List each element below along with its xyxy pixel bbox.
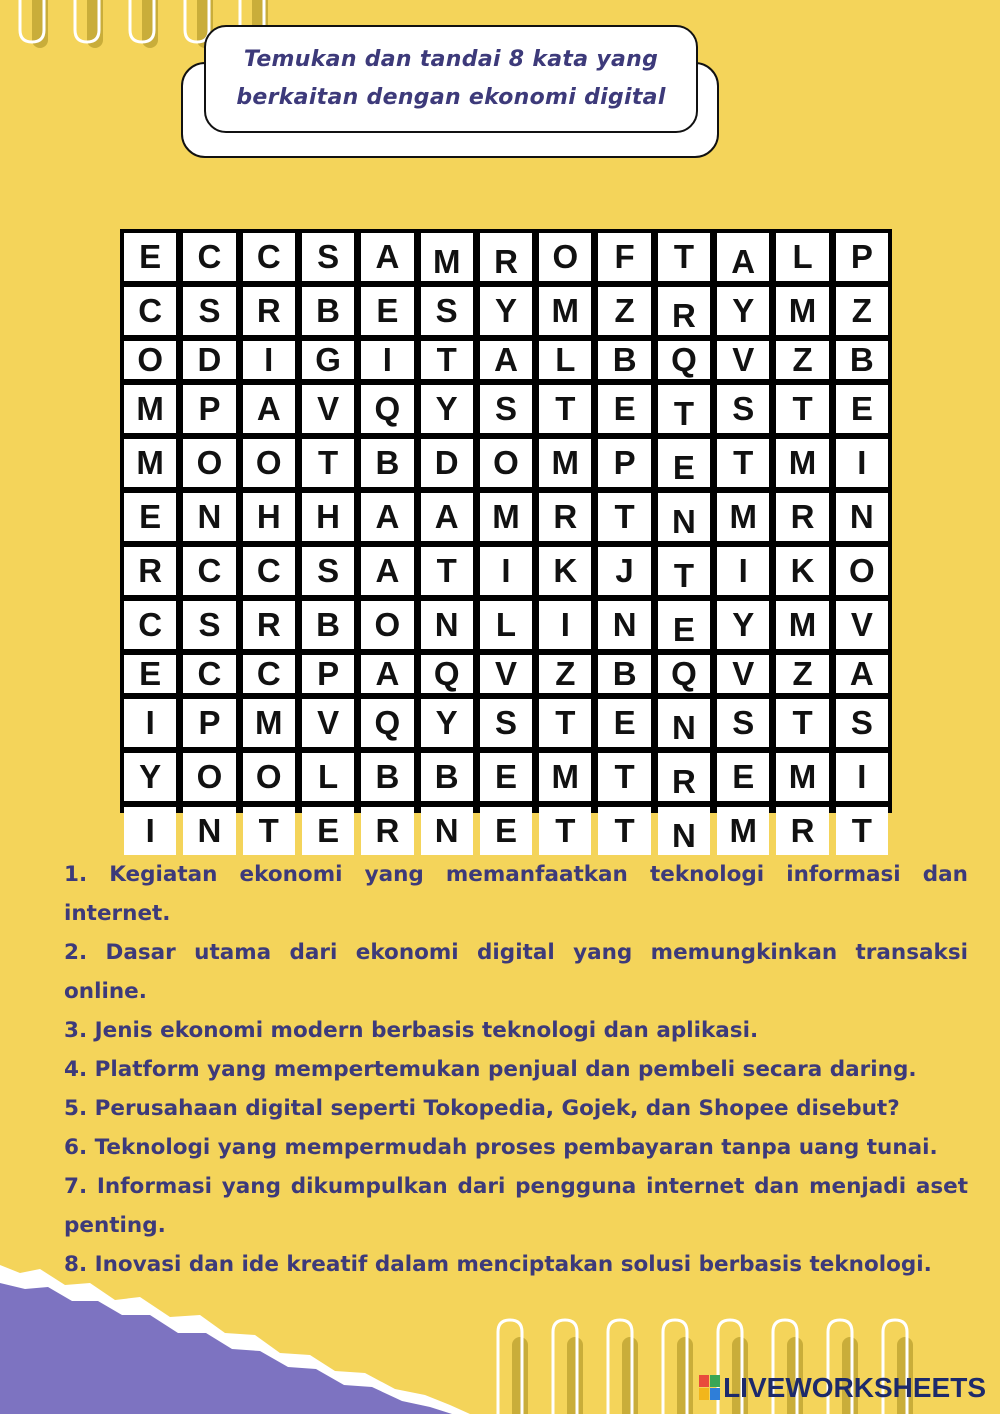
grid-cell[interactable]: F bbox=[598, 233, 650, 281]
grid-cell[interactable]: I bbox=[836, 439, 888, 487]
grid-cell[interactable]: E bbox=[836, 385, 888, 433]
grid-cell[interactable]: S bbox=[302, 547, 354, 595]
grid-cell[interactable]: R bbox=[243, 601, 295, 649]
grid-cell[interactable]: C bbox=[183, 547, 235, 595]
grid-cell[interactable]: I bbox=[124, 807, 176, 855]
grid-cell[interactable]: C bbox=[243, 233, 295, 281]
grid-cell[interactable]: T bbox=[658, 233, 710, 281]
grid-cell[interactable]: T bbox=[836, 807, 888, 855]
brand-name: LIVEWORKSHEETS bbox=[723, 1372, 986, 1403]
grid-cell[interactable]: M bbox=[539, 287, 591, 335]
grid-cell[interactable]: A bbox=[717, 233, 769, 281]
grid-cell[interactable]: A bbox=[243, 385, 295, 433]
grid-cell[interactable]: L bbox=[539, 341, 591, 379]
grid-cell[interactable]: E bbox=[480, 807, 532, 855]
grid-cell[interactable]: T bbox=[776, 699, 828, 747]
grid-cell[interactable]: P bbox=[836, 233, 888, 281]
grid-cell[interactable]: E bbox=[124, 493, 176, 541]
grid-cell[interactable]: S bbox=[302, 233, 354, 281]
grid-cell[interactable]: M bbox=[717, 807, 769, 855]
grid-cell[interactable]: E bbox=[658, 601, 710, 649]
clue-item: 5. Perusahaan digital seperti Tokopedia, Gojek, dan Shopee disebut? bbox=[64, 1096, 900, 1121]
grid-cell[interactable]: N bbox=[658, 493, 710, 541]
grid-cell[interactable]: R bbox=[776, 493, 828, 541]
grid-cell[interactable]: T bbox=[658, 385, 710, 433]
grid-cell[interactable]: S bbox=[717, 385, 769, 433]
grid-cell[interactable]: L bbox=[302, 753, 354, 801]
grid-cell[interactable]: O bbox=[361, 601, 413, 649]
grid-cell[interactable]: D bbox=[183, 341, 235, 379]
clue-item: 6. Teknologi yang mempermudah proses pembayaran tanpa uang tunai. bbox=[64, 1135, 938, 1160]
grid-cell[interactable]: S bbox=[421, 287, 473, 335]
grid-cell[interactable]: O bbox=[183, 439, 235, 487]
grid-cell[interactable]: A bbox=[361, 493, 413, 541]
grid-cell[interactable]: N bbox=[598, 601, 650, 649]
grid-cell[interactable]: V bbox=[302, 385, 354, 433]
grid-cell[interactable]: Z bbox=[836, 287, 888, 335]
grid-cell[interactable]: M bbox=[776, 753, 828, 801]
liveworksheets-logo-icon bbox=[699, 1375, 721, 1401]
grid-cell[interactable]: B bbox=[836, 341, 888, 379]
grid-cell[interactable]: E bbox=[598, 385, 650, 433]
grid-cell[interactable]: P bbox=[183, 385, 235, 433]
grid-cell[interactable]: E bbox=[302, 807, 354, 855]
grid-cell[interactable]: E bbox=[717, 753, 769, 801]
grid-cell[interactable]: C bbox=[183, 233, 235, 281]
grid-cell[interactable]: Y bbox=[421, 385, 473, 433]
grid-cell[interactable]: I bbox=[539, 601, 591, 649]
grid-cell[interactable]: Z bbox=[776, 655, 828, 693]
grid-cell[interactable]: A bbox=[480, 341, 532, 379]
grid-cell[interactable]: C bbox=[183, 655, 235, 693]
clue-item: 4. Platform yang mempertemukan penjual dan pembeli secara daring. bbox=[64, 1057, 917, 1082]
grid-cell[interactable]: S bbox=[480, 385, 532, 433]
grid-cell[interactable]: M bbox=[776, 601, 828, 649]
grid-cell[interactable]: R bbox=[658, 287, 710, 335]
grid-cell[interactable]: V bbox=[717, 341, 769, 379]
grid-cell[interactable]: T bbox=[421, 341, 473, 379]
grid-cell[interactable]: M bbox=[717, 493, 769, 541]
grid-cell[interactable]: H bbox=[302, 493, 354, 541]
grid-cell[interactable]: M bbox=[421, 233, 473, 281]
grid-cell[interactable]: R bbox=[539, 493, 591, 541]
grid-cell[interactable]: A bbox=[836, 655, 888, 693]
grid-cell[interactable]: R bbox=[361, 807, 413, 855]
grid-cell[interactable]: B bbox=[302, 601, 354, 649]
grid-cell[interactable]: I bbox=[243, 341, 295, 379]
grid-cell[interactable]: T bbox=[598, 493, 650, 541]
grid-cell[interactable]: Y bbox=[717, 287, 769, 335]
grid-cell[interactable]: T bbox=[243, 807, 295, 855]
grid-cell[interactable]: O bbox=[124, 341, 176, 379]
title-box bbox=[204, 25, 698, 133]
grid-cell[interactable]: T bbox=[539, 385, 591, 433]
grid-cell[interactable]: N bbox=[658, 699, 710, 747]
grid-cell[interactable]: B bbox=[361, 753, 413, 801]
grid-cell[interactable]: N bbox=[421, 807, 473, 855]
grid-cell[interactable]: J bbox=[598, 547, 650, 595]
grid-cell[interactable]: V bbox=[717, 655, 769, 693]
grid-cell[interactable]: B bbox=[361, 439, 413, 487]
instruction-line-2: berkaitan dengan ekonomi digital bbox=[236, 85, 666, 110]
grid-cell[interactable]: K bbox=[539, 547, 591, 595]
clue-item: 8. Inovasi dan ide kreatif dalam menciptakan solusi berbasis teknologi. bbox=[64, 1252, 932, 1277]
grid-cell[interactable]: G bbox=[302, 341, 354, 379]
grid-cell[interactable]: S bbox=[183, 287, 235, 335]
clue-list bbox=[64, 855, 968, 1284]
grid-cell[interactable]: Z bbox=[539, 655, 591, 693]
grid-cell[interactable]: O bbox=[836, 547, 888, 595]
instruction-line-1: Temukan dan tandai 8 kata yang bbox=[243, 47, 659, 72]
grid-cell[interactable]: T bbox=[421, 547, 473, 595]
grid-cell[interactable]: I bbox=[361, 341, 413, 379]
grid-cell[interactable]: P bbox=[302, 655, 354, 693]
grid-cell[interactable]: O bbox=[539, 233, 591, 281]
grid-cell[interactable]: T bbox=[539, 807, 591, 855]
grid-cell[interactable]: B bbox=[302, 287, 354, 335]
grid-cell[interactable]: T bbox=[598, 753, 650, 801]
grid-cell[interactable]: N bbox=[658, 807, 710, 855]
grid-cell[interactable]: O bbox=[183, 753, 235, 801]
grid-cell[interactable]: M bbox=[480, 493, 532, 541]
grid-cell[interactable]: A bbox=[361, 655, 413, 693]
grid-cell[interactable]: Y bbox=[421, 699, 473, 747]
grid-cell[interactable]: I bbox=[836, 753, 888, 801]
liveworksheets-brand[interactable] bbox=[699, 1372, 986, 1404]
grid-cell[interactable]: Z bbox=[598, 287, 650, 335]
clue-item: 1. Kegiatan ekonomi yang memanfaatkan teknologi informasi dan internet. bbox=[64, 862, 968, 926]
grid-cell[interactable]: O bbox=[243, 439, 295, 487]
grid-cell[interactable]: R bbox=[480, 233, 532, 281]
grid-cell[interactable]: C bbox=[124, 601, 176, 649]
grid-cell[interactable]: M bbox=[124, 385, 176, 433]
grid-cell[interactable]: R bbox=[243, 287, 295, 335]
grid-cell[interactable]: E bbox=[361, 287, 413, 335]
grid-cell[interactable]: N bbox=[183, 493, 235, 541]
grid-cell[interactable]: K bbox=[776, 547, 828, 595]
grid-cell[interactable]: S bbox=[183, 601, 235, 649]
grid-cell[interactable]: L bbox=[776, 233, 828, 281]
grid-cell[interactable]: E bbox=[124, 233, 176, 281]
grid-cell[interactable]: T bbox=[717, 439, 769, 487]
grid-cell[interactable]: V bbox=[480, 655, 532, 693]
grid-cell[interactable]: I bbox=[124, 699, 176, 747]
grid-cell[interactable]: Y bbox=[480, 287, 532, 335]
grid-cell[interactable]: H bbox=[243, 493, 295, 541]
grid-cell[interactable]: Q bbox=[658, 655, 710, 693]
grid-cell[interactable]: I bbox=[480, 547, 532, 595]
grid-cell[interactable]: T bbox=[302, 439, 354, 487]
grid-cell[interactable]: T bbox=[658, 547, 710, 595]
grid-cell[interactable]: M bbox=[776, 439, 828, 487]
grid-cell[interactable]: Q bbox=[361, 385, 413, 433]
grid-cell[interactable]: P bbox=[183, 699, 235, 747]
grid-cell[interactable]: O bbox=[480, 439, 532, 487]
grid-cell[interactable]: M bbox=[539, 439, 591, 487]
clue-item: 2. Dasar utama dari ekonomi digital yang memungkinkan transaksi online. bbox=[64, 940, 968, 1004]
grid-cell[interactable]: E bbox=[658, 439, 710, 487]
grid-cell[interactable]: Q bbox=[421, 655, 473, 693]
grid-cell[interactable]: S bbox=[836, 699, 888, 747]
grid-cell[interactable]: L bbox=[480, 601, 532, 649]
grid-cell[interactable]: R bbox=[658, 753, 710, 801]
grid-cell[interactable]: A bbox=[361, 233, 413, 281]
grid-cell[interactable]: S bbox=[717, 699, 769, 747]
instruction-title bbox=[236, 41, 665, 117]
grid-cell[interactable]: B bbox=[598, 655, 650, 693]
grid-cell[interactable]: M bbox=[539, 753, 591, 801]
grid-cell[interactable]: O bbox=[243, 753, 295, 801]
grid-cell[interactable]: V bbox=[836, 601, 888, 649]
grid-cell[interactable]: A bbox=[421, 493, 473, 541]
grid-cell[interactable]: Y bbox=[717, 601, 769, 649]
grid-cell[interactable]: T bbox=[598, 807, 650, 855]
grid-cell[interactable]: P bbox=[598, 439, 650, 487]
grid-cell[interactable]: Y bbox=[124, 753, 176, 801]
grid-cell[interactable]: R bbox=[776, 807, 828, 855]
word-search-grid bbox=[120, 229, 892, 854]
grid-cell[interactable]: C bbox=[243, 547, 295, 595]
grid-cell[interactable]: T bbox=[539, 699, 591, 747]
grid-cell[interactable]: R bbox=[124, 547, 176, 595]
grid-cell[interactable]: D bbox=[421, 439, 473, 487]
grid-cell[interactable]: Q bbox=[361, 699, 413, 747]
grid-cell[interactable]: V bbox=[302, 699, 354, 747]
grid-cell[interactable]: B bbox=[598, 341, 650, 379]
grid-cell[interactable]: C bbox=[243, 655, 295, 693]
purple-torn-paper bbox=[0, 1255, 470, 1414]
grid-cell[interactable]: N bbox=[836, 493, 888, 541]
grid-cell[interactable]: Z bbox=[776, 341, 828, 379]
grid-cell[interactable]: E bbox=[480, 753, 532, 801]
grid-cell[interactable]: S bbox=[480, 699, 532, 747]
grid-cell[interactable]: N bbox=[183, 807, 235, 855]
grid-cell[interactable]: M bbox=[776, 287, 828, 335]
grid-cell[interactable]: I bbox=[717, 547, 769, 595]
clue-item: 3. Jenis ekonomi modern berbasis teknologi dan aplikasi. bbox=[64, 1018, 759, 1043]
grid-cell[interactable]: B bbox=[421, 753, 473, 801]
grid-cell[interactable]: E bbox=[598, 699, 650, 747]
grid-cell[interactable]: N bbox=[421, 601, 473, 649]
grid-cell[interactable]: Q bbox=[658, 341, 710, 379]
grid-cell[interactable]: M bbox=[124, 439, 176, 487]
clue-item: 7. Informasi yang dikumpulkan dari pengguna internet dan menjadi aset penting. bbox=[64, 1174, 968, 1238]
grid-cell[interactable]: M bbox=[243, 699, 295, 747]
grid-cell[interactable]: A bbox=[361, 547, 413, 595]
grid-cell[interactable]: C bbox=[124, 287, 176, 335]
grid-cell[interactable]: E bbox=[124, 655, 176, 693]
grid-cell[interactable]: T bbox=[776, 385, 828, 433]
